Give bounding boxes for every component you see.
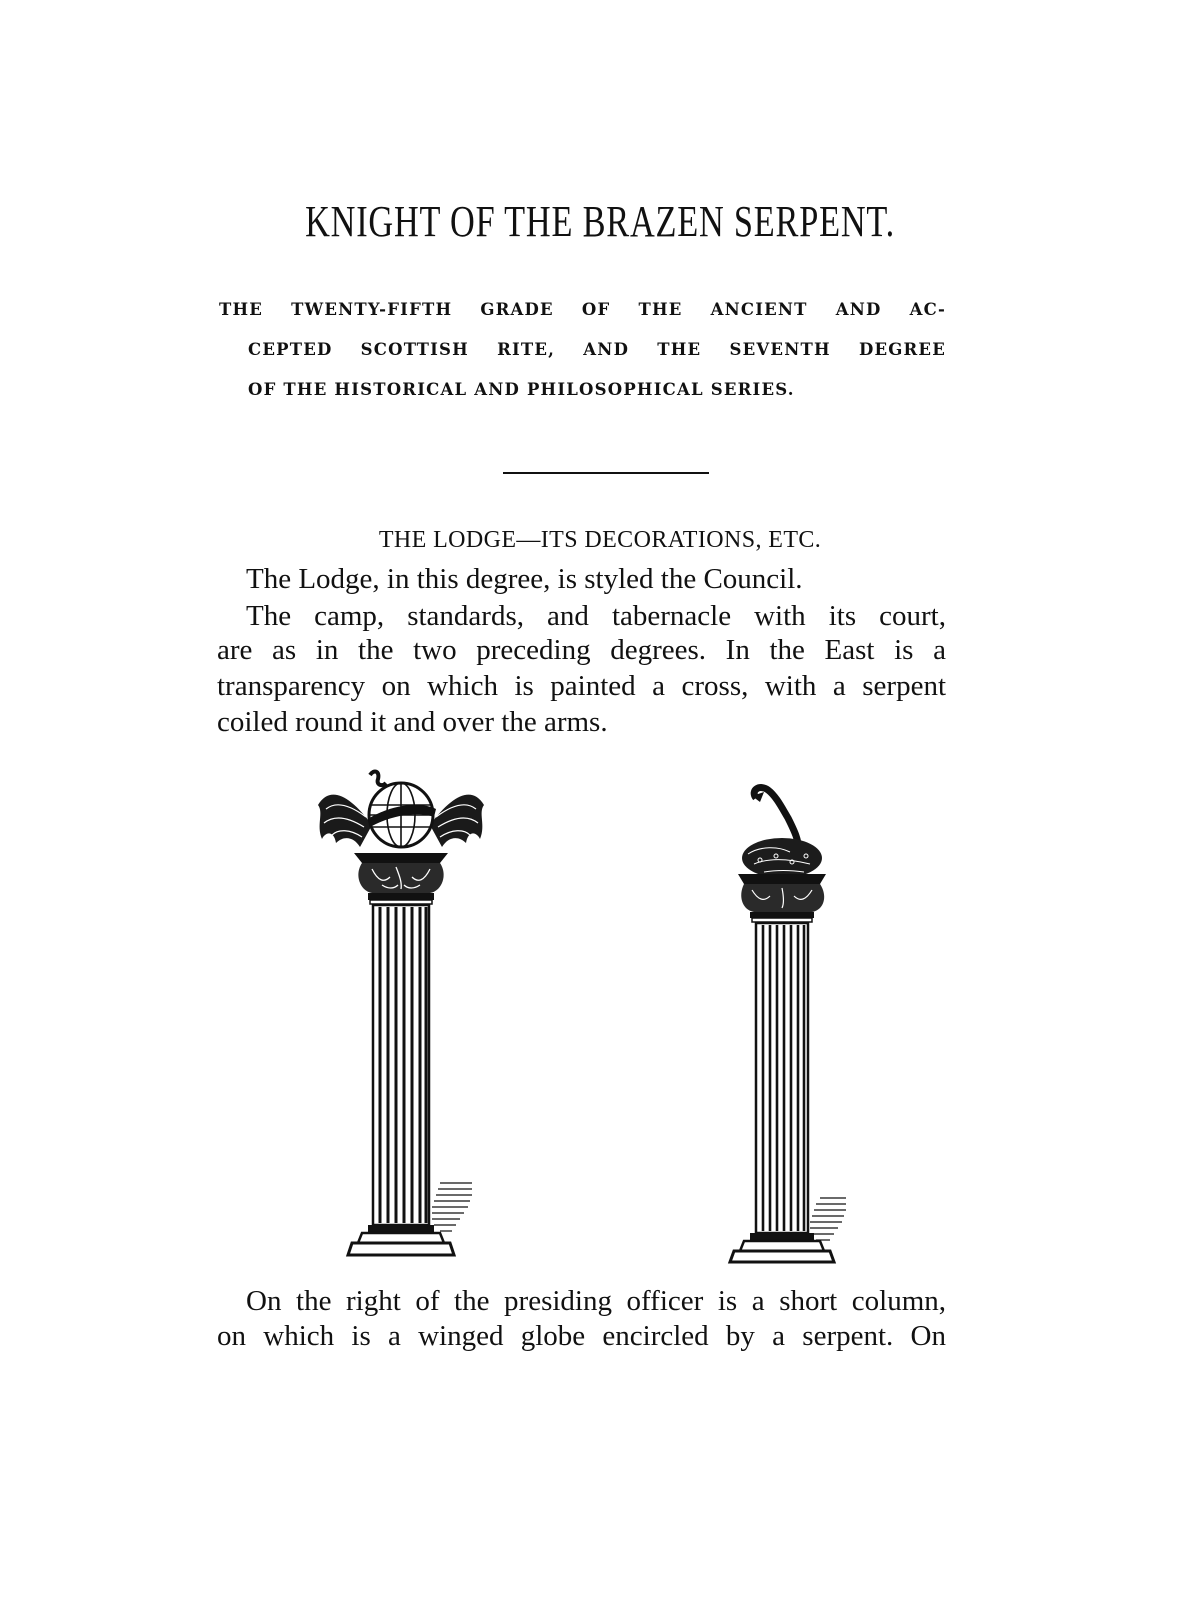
subtitle-line-3: OF THE HISTORICAL AND PHILOSOPHICAL SERIES.	[248, 380, 795, 399]
subtitle-line-2: CEPTED SCOTTISH RITE, AND THE SEVENTH DEGREE	[248, 340, 946, 359]
section-title: THE LODGE—ITS DECORATIONS, ETC.	[378, 527, 822, 553]
paragraph-2-line-4: coiled round it and over the arms.	[217, 706, 608, 738]
paragraph-2-line-1: The camp, standards, and tabernacle with its court,	[246, 600, 946, 632]
paragraph-2-line-3: transparency on which is painted a cross, with a serpent	[217, 670, 946, 702]
subtitle-line-1: THE TWENTY-FIFTH GRADE OF THE ANCIENT AND AC-	[219, 300, 946, 319]
paragraph-2-line-2: are as in the two preceding degrees. In the East is a	[217, 634, 946, 666]
paragraph-3-line-2: on which is a winged globe encircled by a serpent. On	[217, 1320, 946, 1352]
column-winged-globe-icon	[310, 765, 495, 1270]
section-divider	[503, 472, 709, 474]
page-title: KNIGHT OF THE BRAZEN SERPENT.	[305, 197, 895, 246]
column-coiled-serpent-icon	[720, 780, 850, 1270]
paragraph-1: The Lodge, in this degree, is styled the Council.	[246, 563, 803, 595]
paragraph-3-line-1: On the right of the presiding officer is a short column,	[246, 1285, 946, 1317]
